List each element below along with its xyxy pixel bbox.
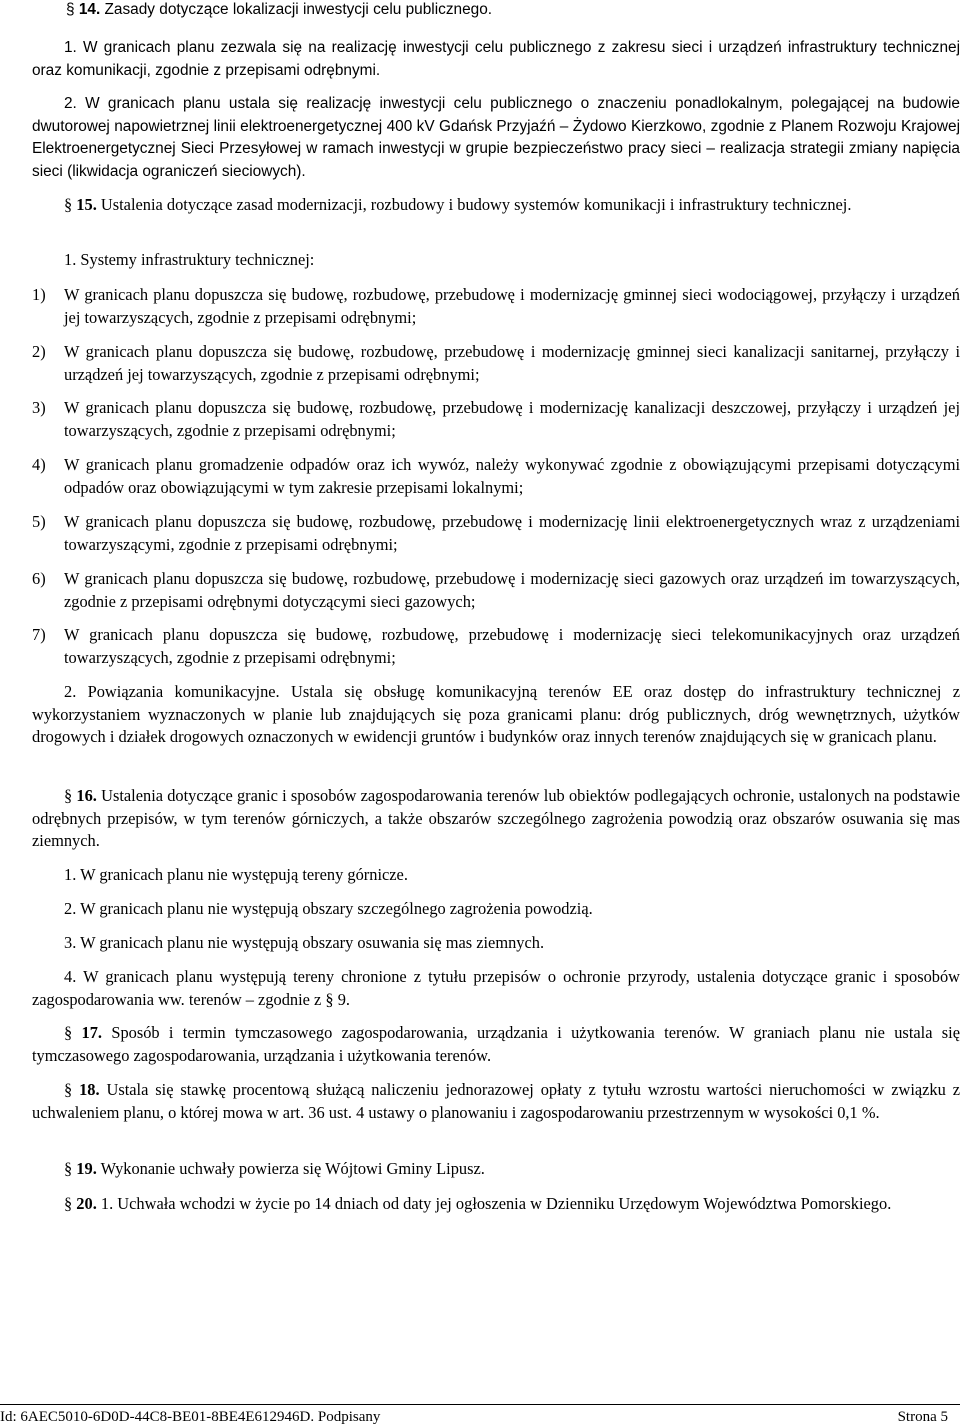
- list-item-text: W granicach planu dopuszcza się budowę, rozbudowę, przebudowę i modernizację gminnej sieci kanalizacji sanitarnej, przyłączy i urządzeń jej towarzyszących, zgodnie z przepisami odrębnymi;: [64, 342, 960, 384]
- section-18: [32, 1079, 960, 1124]
- section-number: 14.: [78, 1, 101, 18]
- section-15-heading: [32, 194, 960, 217]
- list-item-text: W granicach planu dopuszcza się budowę, rozbudowę, przebudowę i modernizację sieci telekomunikacyjnych oraz urządzeń towarzyszących, zgodnie z przepisami odrębnymi;: [64, 625, 960, 667]
- section-17: [32, 1022, 960, 1067]
- section-15-subheading-1: 1. Systemy infrastruktury technicznej:: [64, 250, 315, 269]
- list-item-text: W granicach planu dopuszcza się budowę, rozbudowę, przebudowę i modernizację linii elektroenergetycznych wraz z urządzeniami towarzyszącymi, zgodnie z przepisami odrębnymi;: [64, 512, 960, 554]
- list-item-label: 5): [32, 512, 46, 531]
- section-title: Ustalenia dotyczące zasad modernizacji, rozbudowy i budowy systemów komunikacji i infrastruktury technicznej.: [100, 195, 852, 214]
- list-item-label: 6): [32, 569, 46, 588]
- section-15-subheading-2: 2. Powiązania komunikacyjne. Ustala się obsługę komunikacyjną terenów EE oraz dostęp do infrastruktury technicznej z wykorzystaniem wyznaczonych w planie lub znajdujących się poza granicami planu: dróg publicznych, dróg wewnętrznych, użytków drogowych i działek drogowych oznaczonych w ewidencji gruntów i budynków oraz innych terenów znajdujących się w granicach planu.: [32, 682, 960, 747]
- section-15-symbol: §: [64, 195, 77, 214]
- list-item: [32, 624, 960, 669]
- section-number: 19.: [76, 1159, 97, 1178]
- list-item: [32, 397, 960, 442]
- section-16-paragraph-3: 3. W granicach planu nie występują obszary osuwania się mas ziemnych.: [64, 933, 545, 952]
- section-16-symbol: §: [64, 786, 77, 805]
- list-item: [32, 454, 960, 499]
- list-item-label: 1): [32, 285, 46, 304]
- section-16-heading: [32, 785, 960, 853]
- section-text: Ustala się stawkę procentową służącą naliczeniu jednorazowej opłaty z tytułu wzrostu wartości nieruchomości w związku z uchwaleniem planu, o której mowa w art. 36 ust. 4 ustawy o planowaniu i zagospodarowaniu przestrzennym w wysokości 0,1 %.: [32, 1080, 960, 1122]
- section-number: 18.: [79, 1080, 100, 1099]
- section-number: 17.: [81, 1023, 103, 1042]
- section-14-heading: [66, 0, 960, 22]
- list-item-label: 2): [32, 342, 46, 361]
- list-item: [32, 568, 960, 613]
- section-16-paragraph-2: 2. W granicach planu nie występują obszary szczególnego zagrożenia powodzią.: [64, 899, 593, 918]
- page-number: Strona 5: [897, 1409, 948, 1425]
- section-14-paragraph-2: 2. W granicach planu ustala się realizację inwestycji celu publicznego o znaczeniu ponadlokalnym, polegającej na budowie dwutorowej napowietrznej linii elektroenergetycznej 400 kV Gdańsk Przyjaźń – Żydowo Kierzkowo, zgodnie z Planem Rozwoju Krajowej Elektroenergetycznej Sieci Przesyłowej w ramach inwestycji w grupie bezpieczeństwo pracy sieci – realizacja strategii zmiany napięcia sieci (likwidacja ograniczeń sieciowych).: [32, 95, 960, 180]
- section-number: 15.: [76, 195, 97, 214]
- section-20: [32, 1193, 960, 1216]
- list-item-label: 3): [32, 398, 46, 417]
- list-item: [32, 284, 960, 329]
- section-19-symbol: §: [64, 1159, 77, 1178]
- list-item: [32, 341, 960, 386]
- section-number: 20.: [76, 1194, 97, 1213]
- list-item-label: 7): [32, 625, 46, 644]
- section-text: 1. Uchwała wchodzi w życie po 14 dniach od daty jej ogłoszenia w Dzienniku Urzędowym Województwa Pomorskiego.: [100, 1194, 892, 1213]
- list-item: [32, 511, 960, 556]
- list-item-text: W granicach planu dopuszcza się budowę, rozbudowę, przebudowę i modernizację gminnej sieci wodociągowej, przyłączy i urządzeń jej towarzyszących, zgodnie z przepisami odrębnymi;: [64, 285, 960, 327]
- section-19: [32, 1158, 960, 1181]
- section-14-symbol: §: [66, 1, 79, 18]
- section-title: Zasady dotyczące lokalizacji inwestycji celu publicznego.: [104, 1, 493, 18]
- list-item-label: 4): [32, 455, 46, 474]
- section-text: Wykonanie uchwały powierza się Wójtowi Gminy Lipusz.: [100, 1159, 485, 1178]
- section-number: 16.: [76, 786, 97, 805]
- section-text: Sposób i termin tymczasowego zagospodarowania, urządzania i użytkowania terenów. W graniach planu nie ustala się tymczasowego zagospodarowania, urządzania i użytkowania terenów.: [32, 1023, 960, 1065]
- section-16-paragraph-4: 4. W granicach planu występują tereny chronione z tytułu przepisów o ochronie przyrody, ustalenia dotyczące granic i sposobów zagospodarowania ww. terenów – zgodnie z § 9.: [32, 967, 960, 1009]
- footer-divider: [0, 1404, 960, 1405]
- list-item-text: W granicach planu gromadzenie odpadów oraz ich wywóz, należy wykonywać zgodnie z obowiązującymi przepisami dotyczącymi odpadów oraz obowiązującymi w tym zakresie przepisami lokalnymi;: [64, 455, 960, 497]
- section-20-symbol: §: [64, 1194, 77, 1213]
- section-16-paragraph-1: 1. W granicach planu nie występują tereny górnicze.: [64, 865, 408, 884]
- document-id: Id: 6AEC5010-6D0D-44C8-BE01-8BE4E612946D. Podpisany: [0, 1409, 381, 1425]
- section-title: Ustalenia dotyczące granic i sposobów zagospodarowania terenów lub obiektów podlegających ochronie, ustalonych na podstawie odrębnych przepisów, w tym terenów górniczych, a także obszarów szczególnego zagrożenia powodzią oraz obszarów osuwania się mas ziemnych.: [32, 786, 960, 851]
- section-18-symbol: §: [64, 1080, 80, 1099]
- section-14-paragraph-1: 1. W granicach planu zezwala się na realizację inwestycji celu publicznego z zakresu sieci i urządzeń infrastruktury technicznej oraz komunikacji, zgodnie z przepisami odrębnymi.: [32, 39, 960, 79]
- section-17-symbol: §: [64, 1023, 82, 1042]
- list-item-text: W granicach planu dopuszcza się budowę, rozbudowę, przebudowę i modernizację sieci gazowych oraz urządzeń im towarzyszących, zgodnie z przepisami odrębnymi dotyczącymi sieci gazowych;: [64, 569, 960, 611]
- list-item-text: W granicach planu dopuszcza się budowę, rozbudowę, przebudowę i modernizację kanalizacji deszczowej, przyłączy i urządzeń jej towarzyszących, zgodnie z przepisami odrębnymi;: [64, 398, 960, 440]
